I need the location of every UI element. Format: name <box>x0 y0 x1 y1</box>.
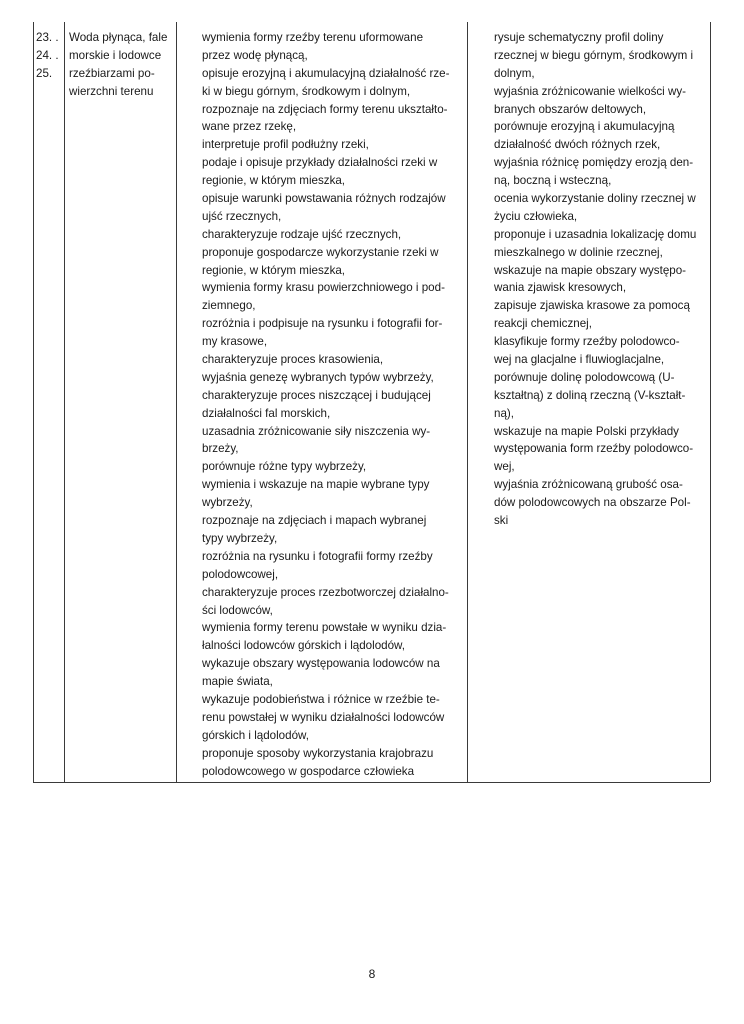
text-line: brzeży, <box>202 442 239 456</box>
text-line: regionie, w którym mieszka, <box>202 174 346 188</box>
text-line: morskie i lodowce <box>69 48 162 62</box>
text-line: ści lodowców, <box>202 603 273 617</box>
text-line: wskazuje na mapie obszary występo- <box>494 263 687 277</box>
text-line: występowania form rzeźby polodowco- <box>494 442 694 456</box>
text-line: ski <box>494 514 509 528</box>
text-line: rozróżnia na rysunku i fotografii formy rzeźby <box>202 549 433 563</box>
text-line: ki w biegu górnym, środkowym i dolnym, <box>202 84 411 98</box>
text-line: uzasadnia zróżnicowanie siły niszczenia wy- <box>202 424 431 438</box>
text-line: 25. <box>36 66 53 80</box>
table-border-right <box>710 22 711 782</box>
text-line: ujść rzecznych, <box>202 209 282 223</box>
text-line: dolnym, <box>494 66 535 80</box>
table-divider-3 <box>467 22 468 782</box>
text-line: mapie świata, <box>202 675 273 689</box>
text-line: życiu człowieka, <box>494 209 578 223</box>
text-line: kształtną) z doliną rzeczną (V-kształt- <box>494 388 686 402</box>
text-line: ną), <box>494 406 514 420</box>
text-line: wej na glacjalne i fluwioglacjalne, <box>494 353 665 367</box>
topic-column <box>69 29 167 101</box>
text-line: wykazuje obszary występowania lodowców na <box>202 657 440 671</box>
text-line: wyjaśnia zróżnicowaną grubość osa- <box>494 478 683 492</box>
text-line: Woda płynąca, fale <box>69 31 168 44</box>
text-line: proponuje sposoby wykorzystania krajobrazu <box>202 746 434 760</box>
text-line: wyjaśnia genezę wybranych typów wybrzeży, <box>202 370 434 384</box>
page-number: 8 <box>368 967 376 981</box>
table-divider-1 <box>64 22 65 782</box>
text-line: ną, boczną i wsteczną, <box>494 174 612 188</box>
text-line: wymienia i wskazuje na mapie wybrane typy <box>202 478 430 492</box>
text-line: wyjaśnia zróżnicowanie wielkości wy- <box>494 84 687 98</box>
text-line: wane przez rzekę, <box>202 120 297 134</box>
text-line: proponuje i uzasadnia lokalizację domu <box>494 227 697 241</box>
table-divider-2 <box>176 22 177 782</box>
text-line: górskich i lądolodów, <box>202 728 309 742</box>
text-line: przez wodę płynącą, <box>202 48 308 62</box>
text-line: renu powstałej w wyniku działalności lodowców <box>202 710 445 724</box>
text-line: polodowcowej, <box>202 567 279 581</box>
text-line: rysuje schematyczny profil doliny <box>494 31 664 44</box>
text-line: proponuje gospodarcze wykorzystanie rzeki w <box>202 245 439 259</box>
text-line: reakcji chemicznej, <box>494 317 592 331</box>
text-line: ocenia wykorzystanie doliny rzecznej w <box>494 192 696 206</box>
text-line: dów polodowcowych na obszarze Pol- <box>494 496 691 510</box>
text-line: branych obszarów deltowych, <box>494 102 647 116</box>
text-line: charakteryzuje rodzaje ujść rzecznych, <box>202 227 402 241</box>
text-line: rozpoznaje na zdjęciach formy terenu ukształto- <box>202 102 448 116</box>
text-line: wymienia formy rzeźby terenu uformowane <box>202 31 424 44</box>
text-line: wybrzeży, <box>202 496 253 510</box>
text-line: porównuje różne typy wybrzeży, <box>202 460 367 474</box>
text-line: działalności fal morskich, <box>202 406 331 420</box>
text-line: wierzchni terenu <box>69 84 154 98</box>
text-line: łalności lodowców górskich i lądolodów, <box>202 639 405 653</box>
lesson-number-column <box>36 29 59 83</box>
text-line: rozróżnia i podpisuje na rysunku i fotografii for- <box>202 317 443 331</box>
text-line: klasyfikuje formy rzeźby polodowco- <box>494 335 680 349</box>
text-line: wymienia formy terenu powstałe w wyniku dzia- <box>202 621 447 635</box>
text-line: charakteryzuje proces krasowienia, <box>202 353 384 367</box>
text-line: wyjaśnia różnicę pomiędzy erozją den- <box>494 156 694 170</box>
text-line: mieszkalnego w dolinie rzecznej, <box>494 245 663 259</box>
text-line: polodowcowego w gospodarce człowieka <box>202 764 415 778</box>
basic-requirements-column <box>202 29 449 780</box>
text-line: charakteryzuje proces rzezbotworczej działalno- <box>202 585 449 599</box>
text-line: charakteryzuje proces niszczącej i budującej <box>202 388 431 402</box>
text-line: porównuje dolinę polodowcową (U- <box>494 370 675 384</box>
text-line: rozpoznaje na zdjęciach i mapach wybranej <box>202 514 427 528</box>
text-line: wej, <box>494 460 515 474</box>
table-border-left <box>33 22 34 782</box>
text-line: wykazuje podobieństwa i różnice w rzeźbie te- <box>202 692 440 706</box>
text-line: 23. . <box>36 31 59 44</box>
text-line: podaje i opisuje przykłady działalności rzeki w <box>202 156 438 170</box>
text-line: zapisuje zjawiska krasowe za pomocą <box>494 299 690 313</box>
text-line: interpretuje profil podłużny rzeki, <box>202 138 369 152</box>
text-line: regionie, w którym mieszka, <box>202 263 346 277</box>
text-line: rzeźbiarzami po- <box>69 66 155 80</box>
text-line: opisuje warunki powstawania różnych rodzajów <box>202 192 446 206</box>
text-line: rzecznej w biegu górnym, środkowym i <box>494 48 694 62</box>
text-line: opisuje erozyjną i akumulacyjną działalność rze- <box>202 66 450 80</box>
extended-requirements-column <box>494 29 696 530</box>
text-line: typy wybrzeży, <box>202 531 278 545</box>
table-bottom-border <box>33 782 710 783</box>
text-line: działalność dwóch różnych rzek, <box>494 138 661 152</box>
text-line: wymienia formy krasu powierzchniowego i pod- <box>202 281 445 295</box>
text-line: 24. . <box>36 48 59 62</box>
text-line: wskazuje na mapie Polski przykłady <box>494 424 679 438</box>
text-line: porównuje erozyjną i akumulacyjną <box>494 120 675 134</box>
text-line: wania zjawisk kresowych, <box>494 281 627 295</box>
text-line: ziemnego, <box>202 299 256 313</box>
text-line: my krasowe, <box>202 335 268 349</box>
